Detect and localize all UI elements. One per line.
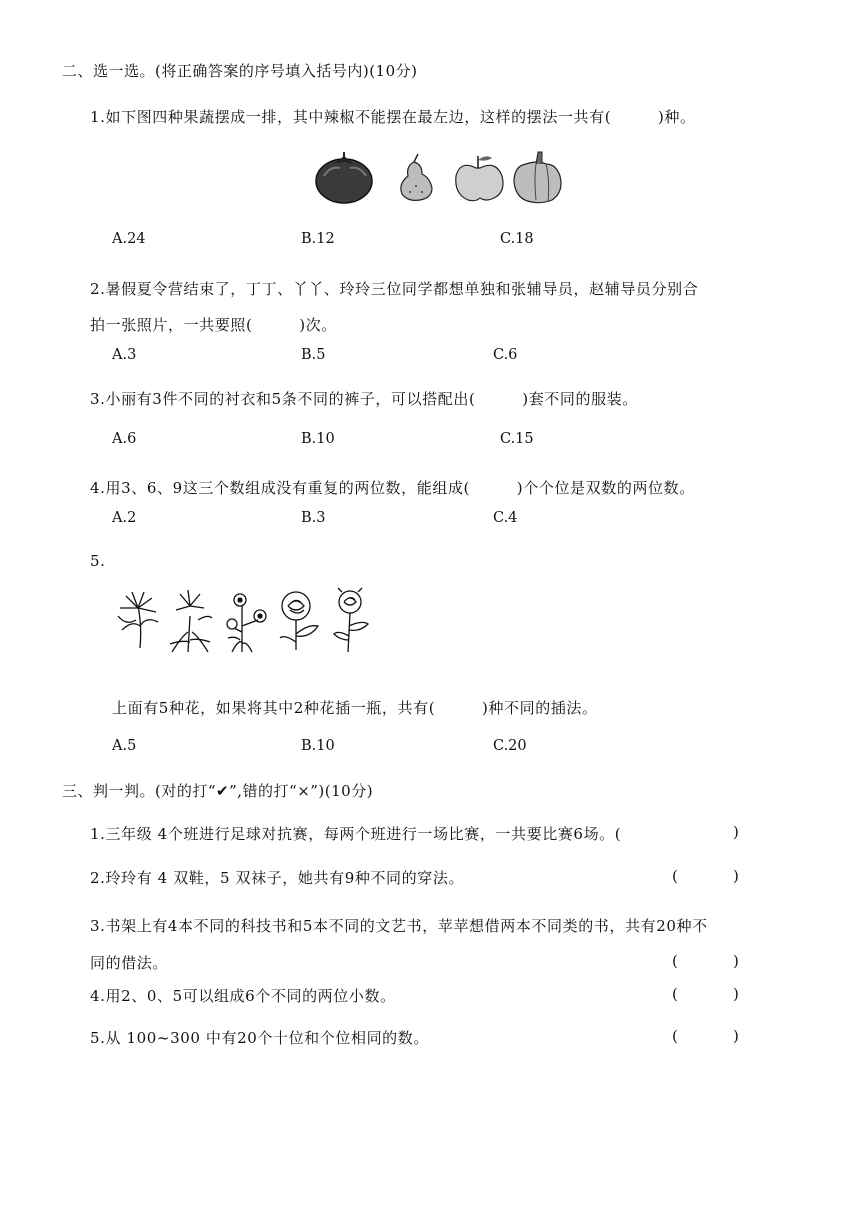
q5-option-a: A.5 [112, 738, 137, 754]
q5-option-b: B.10 [301, 738, 335, 754]
apple-icon [456, 156, 503, 201]
question-2-5: 上面有5种花，如果将其中2种花插一瓶，共有( )种不同的插法。 [112, 699, 598, 717]
lily-plant-icon [170, 590, 212, 652]
q1-option-b: B.12 [301, 231, 335, 247]
section-2-heading: 二、选一选。(将正确答案的序号填入括号内)(10分) [62, 62, 418, 80]
rose-plant-icon [334, 588, 368, 652]
judge-1: 1.三年级 4个班进行足球对抗赛，每两个班进行一场比赛，一共要比赛6场。( [90, 825, 622, 843]
judge-1-close-paren: ) [733, 823, 740, 841]
question-2-2-line1: 2.暑假夏令营结束了，丁丁、丫丫、玲玲三位同学都想单独和张辅导员，赵辅导员分别合 [90, 280, 699, 298]
question-2-3: 3.小丽有3件不同的衬衣和5条不同的裤子，可以搭配出( )套不同的服装。 [90, 390, 638, 408]
judge-3-open-paren: ( [672, 952, 679, 970]
q1-option-a: A.24 [112, 231, 146, 247]
judge-4-open-paren: ( [672, 985, 679, 1003]
q3-option-b: B.10 [301, 431, 335, 447]
lily-icon [118, 592, 158, 648]
pear-icon [401, 154, 432, 200]
judge-2-open-paren: ( [672, 867, 679, 885]
judge-4-close-paren: ) [733, 985, 740, 1003]
question-2-2-line2: 拍一张照片，一共要照( )次。 [90, 316, 337, 334]
q2-option-a: A.3 [112, 347, 137, 363]
q1-option-c: C.18 [500, 231, 534, 247]
q3-option-c: C.15 [500, 431, 534, 447]
section-3-heading: 三、判一判。(对的打“✔”,错的打“×”)(10分) [62, 782, 374, 800]
judge-4: 4.用2、0、5可以组成6个不同的两位小数。 [90, 987, 396, 1005]
pepper-icon [514, 152, 561, 203]
question-2-1: 1.如下图四种果蔬摆成一排，其中辣椒不能摆在最左边，这样的摆法一共有( )种。 [90, 108, 696, 126]
daffodil-icon [227, 594, 266, 652]
rose-icon [280, 592, 318, 650]
q4-option-a: A.2 [112, 510, 137, 526]
q3-option-a: A.6 [112, 431, 137, 447]
judge-3-close-paren: ) [733, 952, 740, 970]
judge-5-close-paren: ) [733, 1027, 740, 1045]
q5-option-c: C.20 [493, 738, 527, 754]
question-2-4: 4.用3、6、9这三个数组成没有重复的两位数，能组成( )个个位是双数的两位数。 [90, 479, 695, 497]
fruits-image [310, 148, 566, 206]
q2-option-b: B.5 [301, 347, 326, 363]
judge-5: 5.从 100~300 中有20个十位和个位相同的数。 [90, 1029, 429, 1047]
q2-option-c: C.6 [493, 347, 518, 363]
judge-5-open-paren: ( [672, 1027, 679, 1045]
judge-3-line2: 同的借法。 [90, 954, 169, 972]
judge-3-line1: 3.书架上有4本不同的科技书和5本不同的文艺书，苹苹想借两本不同类的书，共有20种不 [90, 917, 708, 935]
question-2-5-number: 5. [90, 552, 106, 570]
judge-2: 2.玲玲有 4 双鞋，5 双袜子，她共有9种不同的穿法。 [90, 869, 465, 887]
tomato-icon [316, 152, 372, 203]
q4-option-c: C.4 [493, 510, 518, 526]
q4-option-b: B.3 [301, 510, 326, 526]
flowers-image [112, 586, 374, 656]
judge-2-close-paren: ) [733, 867, 740, 885]
